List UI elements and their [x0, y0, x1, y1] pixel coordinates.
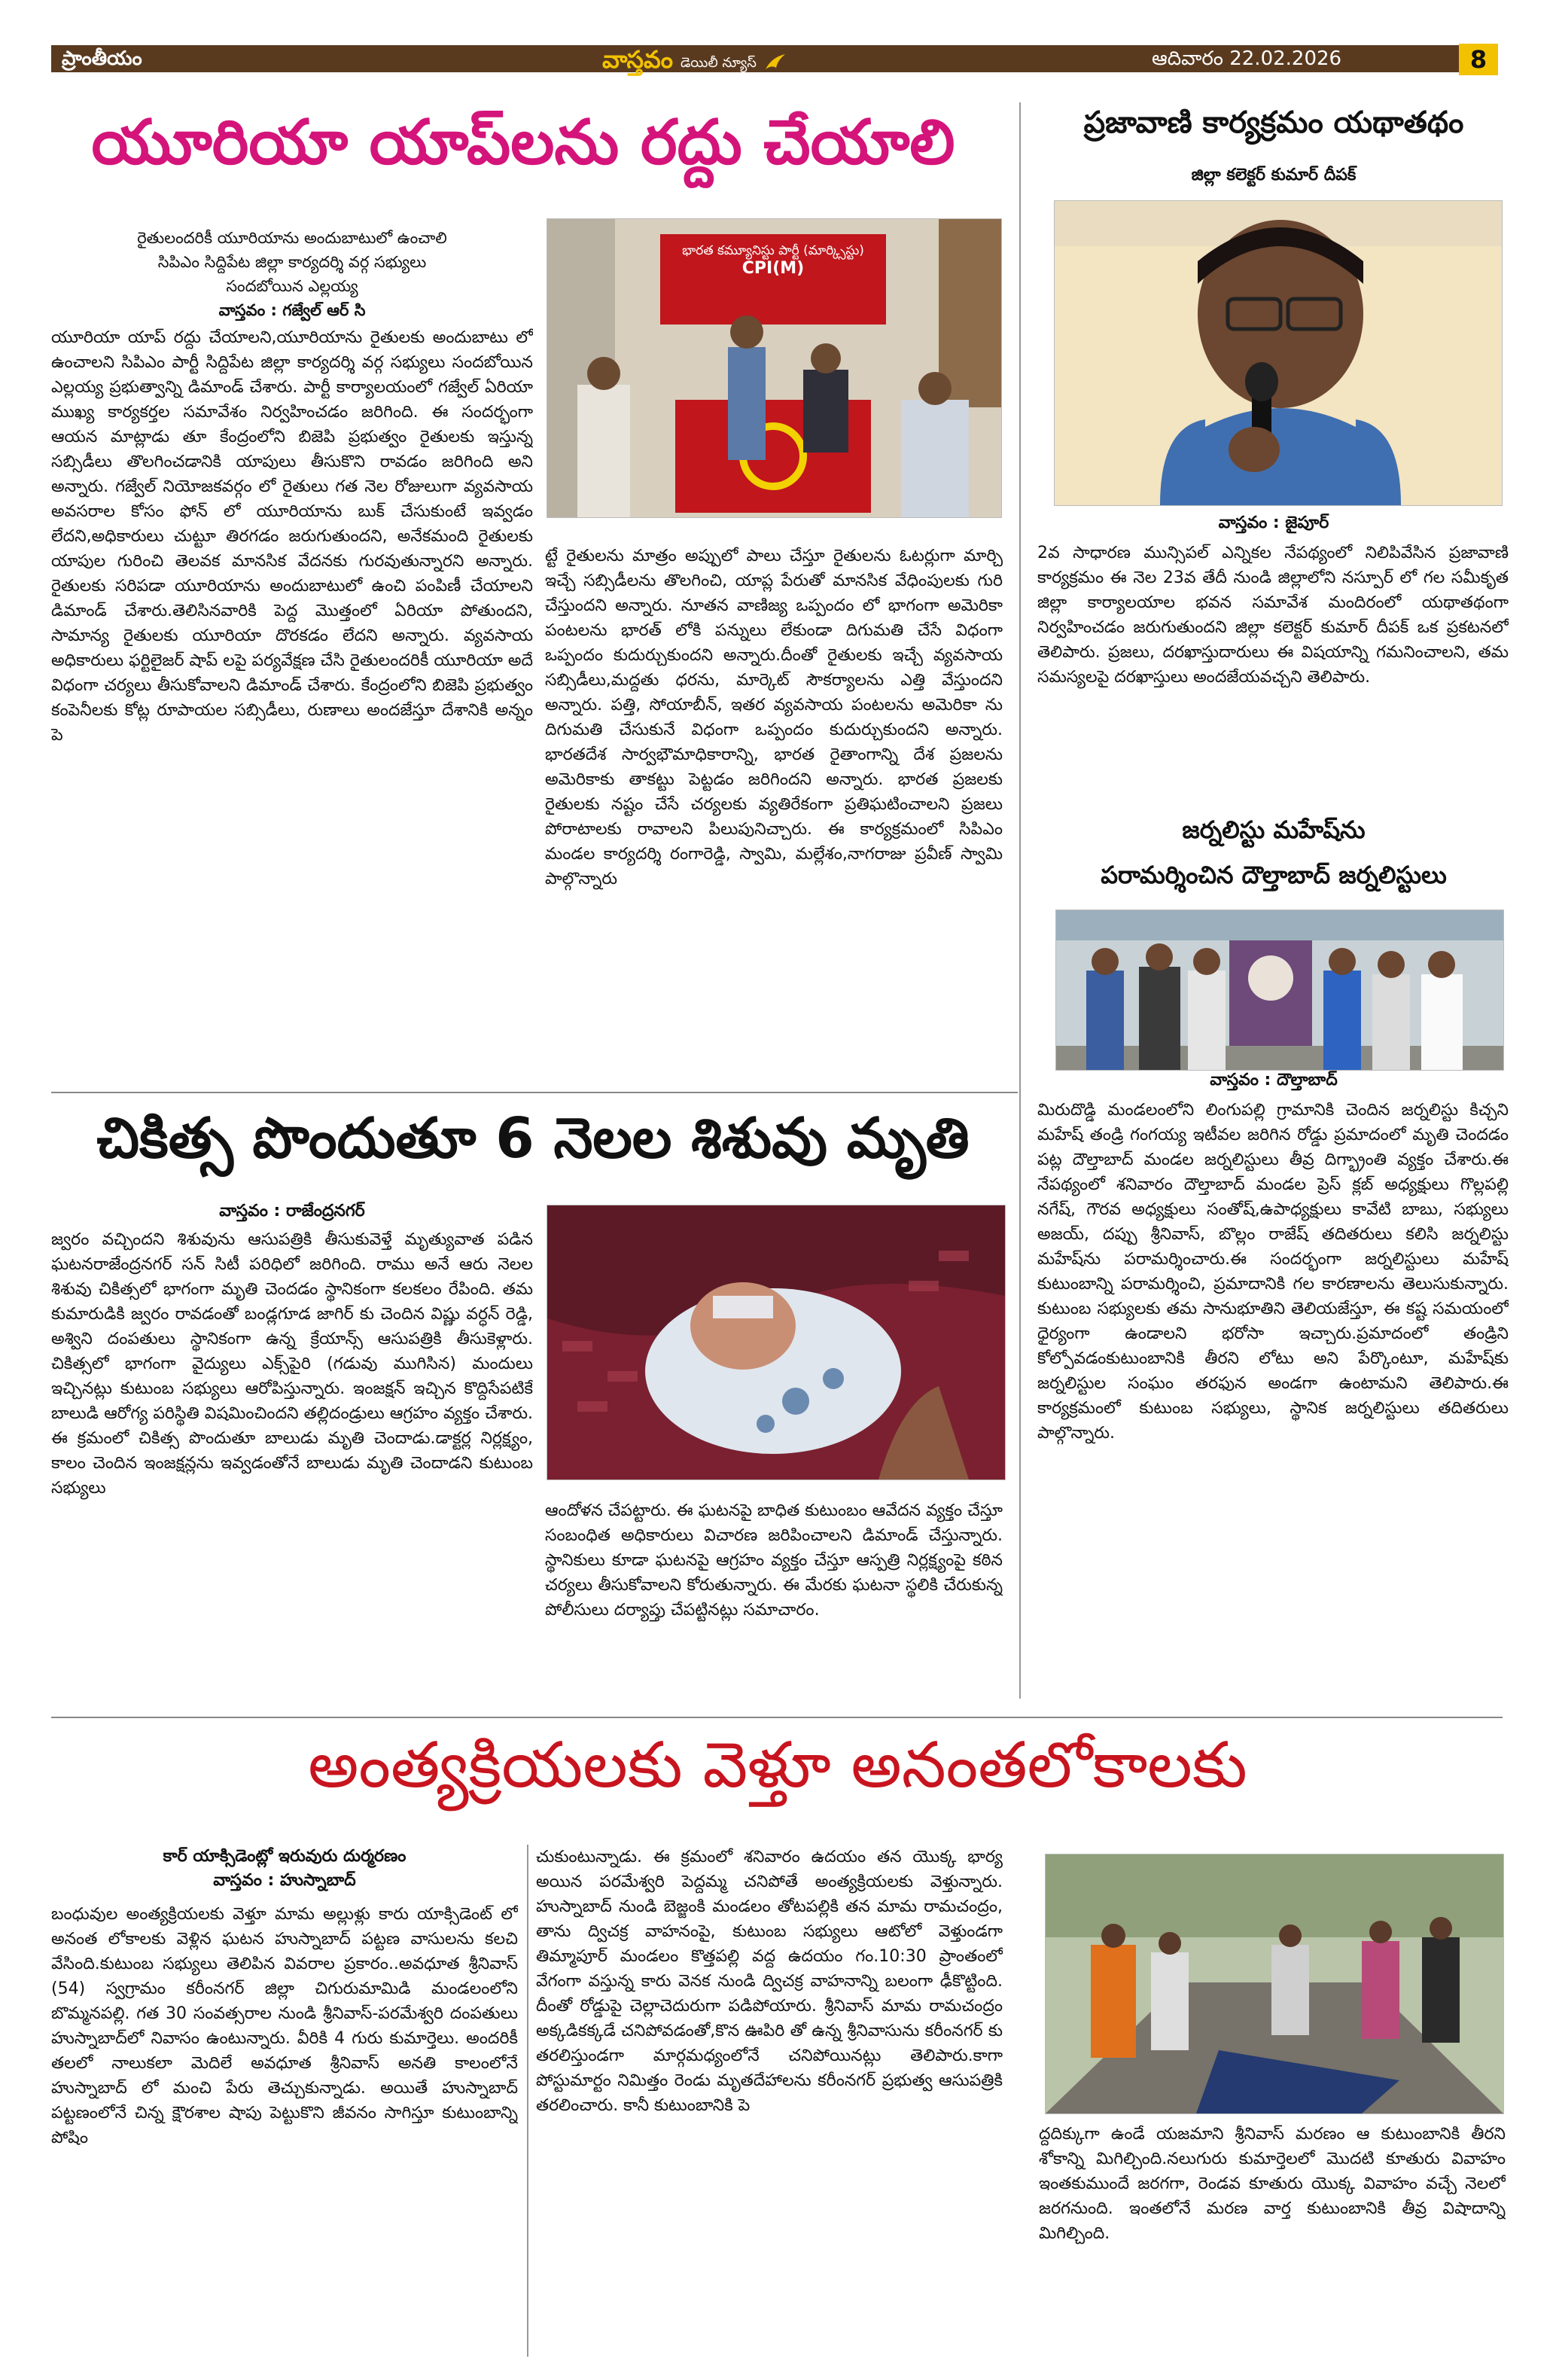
story1-dateline: వాస్తవం : గజ్వేల్ ఆర్ సి — [218, 301, 366, 319]
masthead-edition: డెయిలీ న్యూస్ — [680, 55, 757, 71]
story3-headline1: జర్నలిస్టు మహేష్‌ను — [1182, 815, 1366, 844]
story1-col1: యూరియా యాప్ రద్దు చేయాలని,యూరియాను రైతులకు అందుబాటు లో ఉంచాలని సిపిఎం పార్టీ సిద్దిపేట జిల్లా కార్యదర్శి వర్గ సభ్యులు సందబోయిన ఎల్లయ్య ప్రభుత్వాన్ని డిమాండ్ చేశారు. పార్టీ కార్యాలయంలో గజ్వేల్ ఏరియా ముఖ్య కార్యకర్తల సమావేశం నిర్వహించడం జరిగింది. ఈ సందర్భంగా ఆయన మాట్లాడు తూ కేంద్రంలోని బిజెపి ప్రభుత్వం రైతులకు ఇస్తున్న సబ్సిడీలు తొలగించడానికి యాపులు తీసుకొని రావడం జరిగింది అని అన్నారు. గజ్వేల్ నియోజకవర్గం లో రైతులు గత నెల రోజులుగా వ్యవసాయ అవసరాల కోసం ఫోన్ లో యూరియాను బుక్ చేసుకుంటే ఇవ్వడం లేదని,అధికారులు చుట్టూ తిరగడం జరుగుతుందని, అనేకమంది రైతులకు యాపుల గురించి తెలవక మానసిక వేదనకు గురవుతున్నారని అన్నారు. రైతులకు సరిపడా యూరియాను అందుబాటులో ఉంచి పంపిణీ చేయాలని డిమాండ్ చేశారు.తెలిసినవారికి పెద్ద మొత్తంలో ఏరియా పోతుందని, సామాన్య రైతులకు యూరియా దొరకడం లేదని అన్నారు. వ్యవసాయ అధికారులు ఫర్టిలైజర్ షాప్ లపై పర్యవేక్షణ చేసి రైతులందరికీ యూరియా అదే విధంగా చర్యలు తీసుకోవాలని డిమాండ్ చేశారు. కేంద్రంలోని బిజెపి ప్రభుత్వం కంపెనీలకు కోట్ల రూపాయల సబ్సిడీలు, రుణాలు అందజేస్తూ దేశానికి అన్నం పె — [51, 328, 533, 745]
story2-photo — [1054, 200, 1503, 506]
story1-sub2: సిపిఎం సిద్దిపేట జిల్లా కార్యదర్శి వర్గ సభ్యులు — [157, 253, 427, 271]
story2-dateline: వాస్తవం : జైపూర్ — [1218, 513, 1329, 532]
banner-text2: CPI(M) — [741, 259, 805, 278]
story3-photo — [1055, 910, 1504, 1071]
story2-headline: ప్రజావాణి కార్యక్రమం యథాతథం — [1083, 105, 1464, 140]
story1-col2: ట్టే రైతులను మాత్రం అప్పులో పాలు చేస్తూ రైతులను ఓటర్లుగా మార్చి ఇచ్చే సబ్సిడీలను తొలగించి, యాప్ల పేరుతో మానసిక వేధింపులకు గురి చేస్తుందని అన్నారు. నూతన వాణిజ్య ఒప్పందం లో భాగంగా అమెరికా పంటలను భారత్ లోకి పన్నులు లేకుండా దిగుమతి చేసే విధంగా ఒప్పందం కుదుర్చుకుందని అన్నారు.దీంతో రైతులకు ఇచ్చే వ్యవసాయ సబ్సిడీలు,మద్దతు ధరను, మార్కెట్ సౌకర్యాలను ఎత్తి వేస్తుందని అన్నారు. పత్తి, సోయాబీన్, ఇతర వ్యవసాయ పంటలను అమెరికా ను దిగుమతి చేసుకునే విధంగా ఒప్పందం కుదుర్చుకుందని అన్నారు. భారతదేశ సార్వభౌమాధికారాన్ని, భారత రైతాంగాన్ని దేశ ప్రజలను అమెరికాకు తాకట్టు పెట్టడం జరిగిందని అన్నారు. భారత ప్రజలకు రైతులకు నష్టం చేసే చర్యలకు వ్యతిరేకంగా ప్రతిఘటించాలని ప్రజలు పోరాటాలకు రావాలని పిలుపునిచ్చారు. ఈ కార్యక్రమంలో సిపిఎం మండల కార్యదర్శి రంగారెడ్డి, స్వామి, మల్లేశం,నాగరాజు ప్రవీణ్ స్వామి పాల్గొన్నారు — [545, 547, 1003, 888]
divider-horizontal-2 — [51, 1717, 1503, 1718]
masthead-date: ఆదివారం 22.02.2026 — [1152, 47, 1342, 70]
masthead-section: ప్రాంతీయం — [62, 47, 142, 70]
story4-col2: ఆందోళన చేపట్టారు. ఈ ఘటనపై బాధిత కుటుంబం ఆవేదన వ్యక్తం చేస్తూ సంబంధిత అధికారులు విచారణ జరిపించాలని డిమాండ్ చేస్తున్నారు. స్థానికులు కూడా ఘటనపై ఆగ్రహం వ్యక్తం చేస్తూ ఆస్పత్రి నిర్లక్ష్యంపై కఠిన చర్యలు తీసుకోవాలని కోరుతున్నారు. ఈ మేరకు ఘటనా స్థలికి చేరుకున్న పోలీసులు దర్యాప్తు చేపట్టినట్లు సమాచారం. — [545, 1501, 1003, 1620]
story1-sub3: సందబోయిన ఎల్లయ్య — [226, 277, 358, 295]
story3-headline2: పరామర్శించిన దౌల్తాబాద్ జర్నలిస్టులు — [1101, 861, 1447, 889]
story1-subheads — [51, 226, 533, 322]
story1-photo — [547, 218, 1002, 518]
story5-sub: కార్ యాక్సిడెంట్లో ఇరువురు దుర్మరణం — [163, 1847, 407, 1866]
story4-col1: జ్వరం వచ్చిందని శిశువును ఆసుపత్రికి తీసుకువెళ్తే మృత్యువాత పడిన ఘటనరాజేంద్రనగర్ సన్ సిటీ పరిధిలో జరిగింది. రాము అనే ఆరు నెలల శిశువు చికిత్సలో భాగంగా మృతి చెందడం స్థానికంగా కలకలం రేపింది. తమ కుమారుడికి జ్వరం రావడంతో బండ్లగూడ జాగిర్ కు చెందిన విష్ణు వర్ధన్ రెడ్డి, అశ్విని దంపతులు స్థానికంగా ఉన్న క్రేయాన్స్ ఆసుపత్రికి తీసుకెళ్లారు. చికిత్సలో భాగంగా వైద్యులు ఎక్స్‌పైరి (గడువు ముగిసిన) మందులు ఇచ్చినట్లు కుటుంబ సభ్యులు ఆరోపిస్తున్నారు. ఇంజక్షన్ ఇచ్చిన కొద్దిసేపటికే బాలుడి ఆరోగ్య పరిస్థితి విషమించిందని తల్లిదండ్రులు ఆగ్రహం వ్యక్తం చేశారు. ఈ క్రమంలో చికిత్స పొందుతూ బాలుడు మృతి చెందాడు.డాక్టర్ల నిర్లక్ష్యం, కాలం చెందిన ఇంజక్షన్లను ఇవ్వడంతోనే బాలుడు మృతి చెందాడని కుటుంబ సభ్యులు — [51, 1230, 533, 1498]
bird-logo-icon — [764, 53, 787, 74]
masthead-name: వాస్తవం — [602, 45, 673, 74]
banner-text1: భారత కమ్యూనిస్టు పార్టీ (మార్క్సిస్టు) — [682, 243, 864, 258]
divider-vertical-1 — [1019, 102, 1021, 1699]
story4-headline: చికిత్స పొందుతూ 6 నెలల శిశువు మృతి — [96, 1106, 970, 1171]
story2-sub: జిల్లా కలెక్టర్ కుమార్ దీపక్ — [1191, 166, 1357, 184]
divider-horizontal-1 — [51, 1092, 1018, 1093]
story5-headline: అంత్యక్రియలకు వెళ్తూ అనంతలోకాలకు — [308, 1728, 1247, 1802]
story5-col2: చుకుంటున్నాడు. ఈ క్రమంలో శనివారం ఉదయం తన యొక్క భార్య అయిన పరమేశ్వరి పెద్దమ్మ చనిపోతే అంత్యక్రియలకు వెళ్తున్నారు. హుస్నాబాద్ నుండి బెజ్జంకి మండలం తోటపల్లికి తన మామ రామచంద్రం, తాను ద్విచక్ర వాహనంపై, కుటుంబ సభ్యులు ఆటోలో వెళ్తుండగా తిమ్మాపూర్ మండలం కొత్తపల్లి వద్ద ఉదయం గం.10:30 ప్రాంతంలో వేగంగా వస్తున్న కారు వెనక నుండి ద్విచక్ర వాహనాన్ని బలంగా ఢీకొట్టింది. దీంతో రోడ్డుపై చెల్లాచెదురుగా పడిపోయారు. శ్రీనివాస్ మామ రామచంద్రం అక్కడికక్కడే చనిపోవడంతో,కొన ఊపిరి తో ఉన్న శ్రీనివాసును కరీంనగర్ కు తరలిస్తుండగా మార్గమధ్యంలోనే చనిపోయినట్లు తెలిపారు.కాగా పోస్టుమార్టం నిమిత్తం రెండు మృతదేహాలను కరీంనగర్ ప్రభుత్వ ఆసుపత్రికి తరలించారు. కానీ కుటుంబానికి పె — [536, 1848, 1003, 2115]
story2-body: 2వ సాధారణ మున్సిపల్ ఎన్నికల నేపథ్యంలో నిలిపివేసిన ప్రజావాణి కార్యక్రమం ఈ నెల 23వ తేదీ నుండి జిల్లాలోని నస్పూర్ లో గల సమీకృత జిల్లా కార్యాలయాల భవన సమావేశ మందిరంలో యథాతథంగా నిర్వహించడం జరుగుతుందని జిల్లా కలెక్టర్ కుమార్ దీపక్ ఒక ప్రకటనలో తెలిపారు. ప్రజలు, దరఖాస్తుదారులు ఈ విషయాన్ని గమనించాలని, తమ సమస్యలపై దరఖాస్తులు అందజేయవచ్చని తెలిపారు. — [1037, 544, 1509, 687]
story5-col3: ద్దదిక్కుగా ఉండే యజమాని శ్రీనివాస్ మరణం ఆ కుటుంబానికి తీరని శోకాన్ని మిగిల్చింది.నలుగురు కుమార్తెలలో మొదటి కూతురు వివాహం ఇంతకుముందే జరగగా, రెండవ కూతురు యొక్క వివాహం వచ్చే నెలలో జరగనుంది. ఇంతలోనే మరణ వార్త కుటుంబానికి తీవ్ర విషాదాన్ని మిగిల్చింది. — [1039, 2125, 1506, 2243]
page-number: 8 — [1459, 44, 1498, 75]
story3-dateline: వాస్తవం : దౌల్తాబాద్ — [1210, 1071, 1338, 1089]
masthead-logo — [602, 44, 873, 74]
story1-sub1: రైతులందరికీ యూరియాను అందుబాటులో ఉంచాలి — [137, 229, 447, 247]
story1-headline: యూరియా యాప్‌లను రద్దు చేయాలి — [91, 107, 955, 178]
story1-photo-banner — [668, 242, 878, 278]
story5-dateline: వాస్తవం : హుస్నాబాద్ — [213, 1871, 356, 1890]
story4-photo — [547, 1205, 1006, 1480]
story3-body: మిరుదొడ్డి మండలంలోని లింగుపల్లి గ్రామానికి చెందిన జర్నలిస్టు కిచ్చని మహేష్ తండ్రి గంగయ్య ఇటీవల జరిగిన రోడ్డు ప్రమాదంలో మృతి చెందడం పట్ల దౌల్తాబాద్ మండల జర్నలిస్టులు తీవ్ర దిగ్భ్రాంతి వ్యక్తం చేశారు.ఈ నేపథ్యంలో శనివారం దౌల్తాబాద్ మండల ప్రెస్ క్లబ్ అధ్యక్షులు గొల్లపల్లి నగేష్, గౌరవ అధ్యక్షులు సంతోష్,ఉపాధ్యక్షులు కావేటి బాబు, సభ్యులు అజయ్, దప్పు శ్రీనివాస్, బొల్లం రాజేష్ తదితరులు కలిసి జర్నలిస్టు మహేష్‌ను పరామర్శించారు.ఈ సందర్భంగా జర్నలిస్టులు మహేష్ కుటుంబాన్ని పరామర్శించి, ప్రమాదానికి గల కారణాలను తెలుసుకున్నారు. కుటుంబ సభ్యులకు తమ సానుభూతిని తెలియజేస్తూ, ఈ కష్ట సమయంలో ధైర్యంగా ఉండాలని భరోసా ఇచ్చారు.ప్రమాదంలో తండ్రిని కోల్పోవడంకుటుంబానికి తీరని లోటు అని పేర్కొంటూ, మహేష్‌కు జర్నలిస్టుల సంఘం తరఫున అండగా ఉంటామని తెలిపారు.ఈ కార్యక్రమంలో కుటుంబ సభ్యులు, స్థానిక జర్నలిస్టులు తదితరులు పాల్గొన్నారు. — [1037, 1101, 1509, 1443]
story4-dateline: వాస్తవం : రాజేంద్రనగర్ — [219, 1202, 365, 1220]
story5-col1: బంధువుల అంత్యక్రియలకు వెళ్తూ మామ అల్లుళ్లు కారు యాక్సిడెంట్ లో అనంత లోకాలకు వెళ్లిన ఘటన హుస్నాబాద్ పట్టణ వాసులను కలచి వేసింది.కుటుంబ సభ్యులు తెలిపిన వివరాల ప్రకారం..అవధూత శ్రీనివాస్ (54) స్వగ్రామం కరీంనగర్ జిల్లా చిగురుమామిడి మండలంలోని బొమ్మనపల్లి. గత 30 సంవత్సరాల నుండి శ్రీనివాస్-పరమేశ్వరి దంపతులు హుస్నాబాద్‌లో నివాసం ఉంటున్నారు. వీరికి 4 గురు కుమార్తెలు. అందరికీ తలలో నాలుకలా మెదిలే అవధూత శ్రీనివాస్ అనతి కాలంలోనే హుస్నాబాద్ లో మంచి పేరు తెచ్చుకున్నాడు. అయితే హుస్నాబాద్ పట్టణంలోనే చిన్న క్షౌరశాల షాపు పెట్టుకొని జీవనం సాగిస్తూ కుటుంబాన్ని పోషిం — [51, 1905, 518, 2147]
story5-subheads — [51, 1845, 518, 1893]
divider-vertical-2 — [527, 1845, 528, 2357]
story5-photo — [1045, 1854, 1504, 2114]
